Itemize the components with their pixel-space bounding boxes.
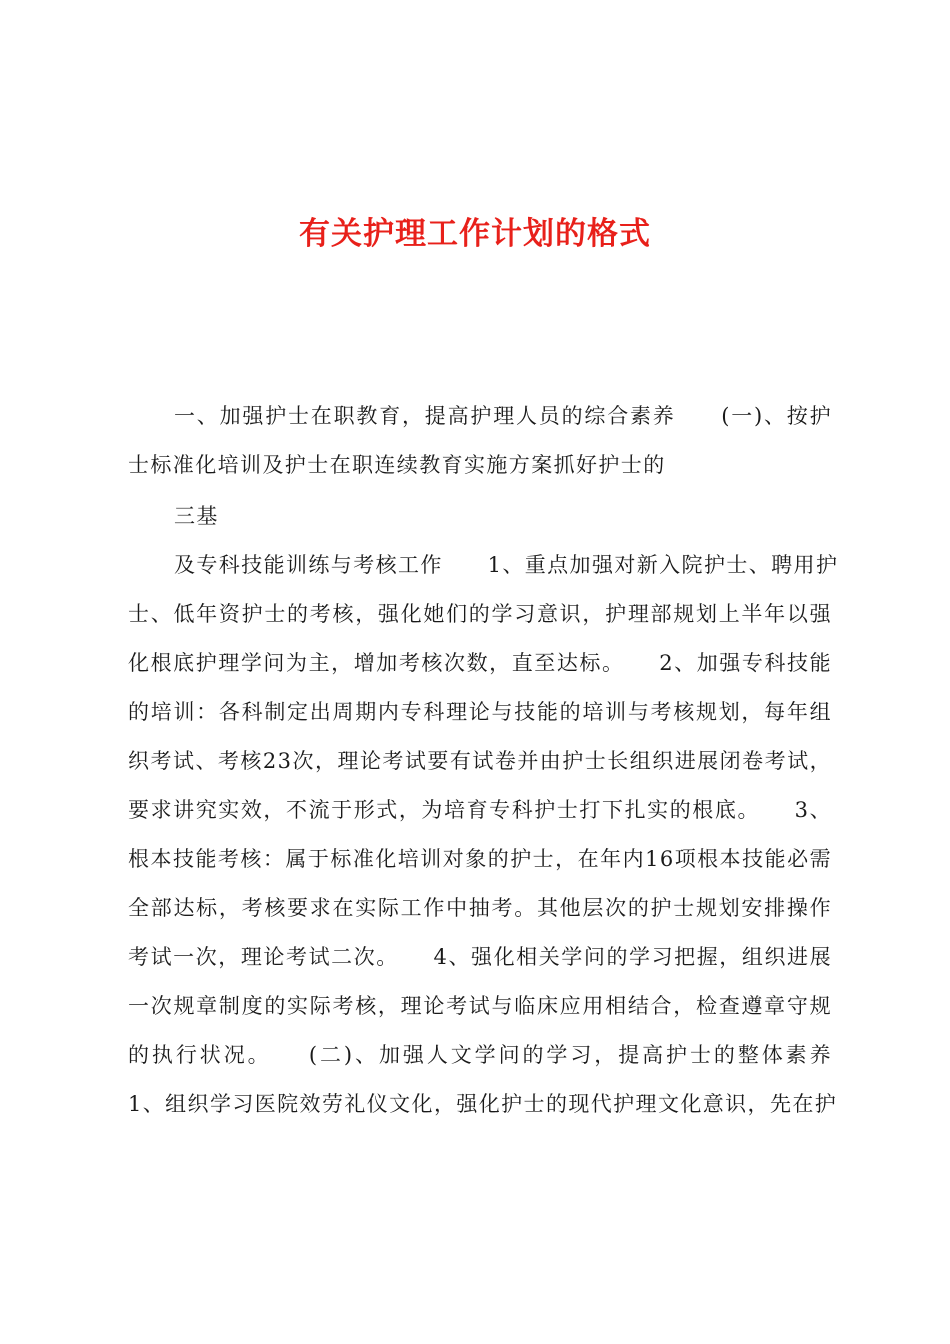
paragraph-line: 的执行状况。 (二)、加强人文学问的学习，提高护士的整体素养 [128, 1043, 832, 1067]
paragraph-line: 1、组织学习医院效劳礼仪文化，强化护士的现代护理文化意识，先在护 [128, 1092, 838, 1116]
paragraph-line: 士标准化培训及护士在职连续教育实施方案抓好护士的 [128, 453, 666, 477]
paragraph-line: 要求讲究实效，不流于形式，为培育专科护士打下扎实的根底。 3、 [128, 798, 832, 822]
paragraph-line: 织考试、考核23次，理论考试要有试卷并由护士长组织进展闭卷考试， [128, 749, 832, 773]
paragraph-line: 一次规章制度的实际考核，理论考试与临床应用相结合，检查遵章守规 [128, 994, 832, 1018]
paragraph-line: 的培训：各科制定出周期内专科理论与技能的培训与考核规划，每年组 [128, 700, 832, 724]
paragraph-line: 士、低年资护士的考核，强化她们的学习意识，护理部规划上半年以强 [128, 602, 832, 626]
paragraph-line: 一、加强护士在职教育，提高护理人员的综合素养 (一)、按护 [174, 404, 832, 428]
paragraph-line: 全部达标，考核要求在实际工作中抽考。其他层次的护士规划安排操作 [128, 896, 832, 920]
paragraph-1 [128, 392, 832, 490]
paragraph-2 [128, 492, 832, 541]
document-title: 有关护理工作计划的格式 [299, 216, 651, 252]
paragraph-line: 及专科技能训练与考核工作 1、重点加强对新入院护士、聘用护 [174, 553, 839, 577]
paragraph-line: 根本技能考核：属于标准化培训对象的护士，在年内16项根本技能必需 [128, 847, 832, 871]
paragraph-line: 考试一次，理论考试二次。 4、强化相关学问的学习把握，组织进展 [128, 945, 832, 969]
paragraph-line: 三基 [174, 504, 219, 528]
paragraph-line: 化根底护理学问为主，增加考核次数，直至达标。 2、加强专科技能 [128, 651, 832, 675]
paragraph-3 [128, 541, 839, 1129]
